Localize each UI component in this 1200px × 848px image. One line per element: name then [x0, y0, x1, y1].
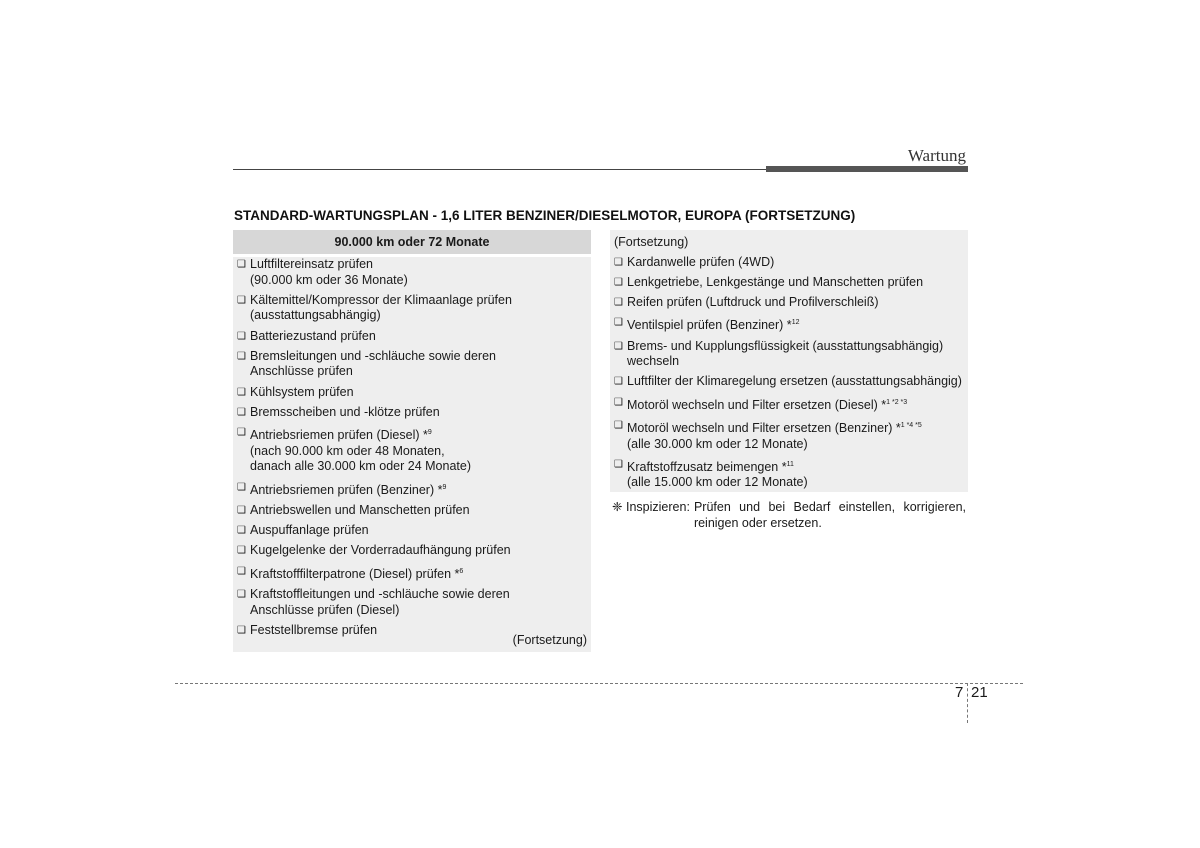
- footnote-ref: 12: [791, 319, 800, 327]
- item-label: Motoröl wechseln und Filter ersetzen (Diesel) *: [627, 397, 887, 412]
- item-text: [627, 457, 808, 491]
- checkbox-icon: ❑: [237, 330, 246, 342]
- item-text: [250, 480, 446, 499]
- checklist-item: [237, 503, 591, 519]
- item-text: [250, 425, 471, 475]
- item-text: [250, 329, 376, 345]
- item-label: Bremsleitungen und -schläuche sowie deren Anschlüsse prüfen: [250, 348, 496, 379]
- item-label: Antriebsriemen prüfen (Benziner) *: [250, 482, 443, 497]
- item-label: Brems- und Kupplungsflüssigkeit (ausstattungsabhängig) wechseln: [627, 338, 944, 369]
- checkbox-icon: ❑: [614, 376, 623, 388]
- item-label: Ventilspiel prüfen (Benziner) *: [627, 318, 792, 333]
- item-text: [250, 587, 510, 618]
- checklist-item: [614, 418, 968, 452]
- checklist-item: [237, 564, 591, 583]
- checklist-item: [614, 295, 968, 311]
- item-label: Kardanwelle prüfen (4WD): [627, 254, 775, 269]
- page-number: 21: [971, 684, 988, 701]
- checkbox-icon: ❑: [237, 406, 246, 418]
- note-label: Inspizieren:: [626, 500, 690, 514]
- item-label: Kraftstoffleitungen und -schläuche sowie deren Anschlüsse prüfen (Diesel): [250, 587, 510, 617]
- item-text: [627, 395, 907, 414]
- item-text: [627, 315, 799, 334]
- footnote-ref: 9: [427, 429, 432, 437]
- checklist-item: [237, 405, 591, 421]
- item-text: [250, 564, 463, 583]
- checklist-item: [614, 339, 968, 370]
- item-label: Kugelgelenke der Vorderradaufhängung prüfen: [250, 543, 511, 558]
- item-label: Kraftstoffzusatz beimengen *: [627, 459, 787, 474]
- checkbox-icon: ❑: [614, 297, 623, 309]
- item-label: Bremsscheiben und -klötze prüfen: [250, 404, 440, 419]
- item-label: Kältemittel/Kompressor der Klimaanlage prüfen (ausstattungsabhängig): [250, 292, 512, 323]
- footnote-ref: 9: [442, 483, 447, 491]
- checklist-item: [237, 329, 591, 345]
- checklist-item: [237, 349, 591, 380]
- inspection-note: [612, 500, 966, 531]
- item-text: [627, 295, 879, 311]
- item-detail: (alle 30.000 km oder 12 Monate): [627, 436, 808, 451]
- checklist-item: [237, 257, 591, 288]
- item-text: [250, 293, 512, 324]
- item-label: Antriebswellen und Manschetten prüfen: [250, 502, 470, 517]
- checklist-item: [614, 457, 968, 491]
- checkbox-icon: ❑: [614, 458, 623, 470]
- checkbox-icon: ❑: [237, 350, 246, 362]
- item-text: [627, 275, 923, 291]
- item-detail: (nach 90.000 km oder 48 Monaten, danach alle 30.000 km oder 24 Monate): [250, 443, 471, 474]
- checklist-item: [237, 425, 591, 475]
- item-text: [250, 623, 377, 639]
- checklist-item: [614, 374, 968, 390]
- footnote-ref: 1 *4 *5: [900, 422, 922, 430]
- item-label: Luftfilter der Klimaregelung ersetzen (ausstattungsabhängig): [627, 374, 962, 389]
- checkbox-icon: ❑: [237, 589, 246, 601]
- checklist-item: [237, 587, 591, 618]
- checklist-item: [614, 315, 968, 334]
- checklist-item: [237, 480, 591, 499]
- item-label: Motoröl wechseln und Filter ersetzen (Benziner) *: [627, 421, 901, 436]
- checkbox-icon: ❑: [237, 525, 246, 537]
- item-text: [250, 405, 440, 421]
- checkbox-icon: ❑: [614, 396, 623, 408]
- item-text: [627, 255, 774, 271]
- checkbox-icon: ❑: [614, 317, 623, 329]
- header-rule-accent: [766, 166, 968, 172]
- continuation-note: (Fortsetzung): [614, 235, 689, 249]
- asterisk-icon: ❈: [612, 500, 623, 514]
- maintenance-panel-left: [233, 230, 591, 652]
- item-detail: (alle 15.000 km oder 12 Monate): [627, 475, 808, 490]
- item-label: Antriebsriemen prüfen (Diesel) *: [250, 428, 428, 443]
- checklist-item: [237, 385, 591, 401]
- checkbox-icon: ❑: [237, 545, 246, 557]
- checklist-item: [237, 523, 591, 539]
- item-label: Luftfiltereinsatz prüfen (90.000 km oder 36 Monate): [250, 257, 408, 287]
- item-label: Kühlsystem prüfen: [250, 384, 354, 399]
- item-text: [627, 339, 943, 370]
- left-item-list: [233, 257, 591, 638]
- checklist-item: [614, 255, 968, 271]
- checkbox-icon: ❑: [237, 259, 246, 270]
- section-title: Wartung: [907, 146, 966, 165]
- checkbox-icon: ❑: [614, 340, 623, 352]
- item-text: [250, 523, 369, 539]
- checkbox-icon: ❑: [237, 386, 246, 398]
- maintenance-panel-right: [610, 230, 968, 492]
- item-text: [250, 349, 496, 380]
- checkbox-icon: ❑: [614, 276, 623, 288]
- checklist-item: [614, 395, 968, 414]
- checkbox-icon: ❑: [237, 504, 246, 516]
- item-label: Feststellbremse prüfen: [250, 622, 378, 637]
- note-text: Prüfen und bei Bedarf einstellen, korrigieren, reinigen oder ersetzen.: [693, 500, 966, 530]
- item-text: [250, 257, 408, 288]
- footer-divider: [175, 683, 1023, 684]
- item-text: [250, 543, 511, 559]
- checkbox-icon: ❑: [237, 565, 246, 577]
- footnote-ref: 11: [786, 460, 794, 468]
- chapter-number: 7: [955, 684, 964, 701]
- item-text: [627, 418, 922, 452]
- footnote-ref: 6: [459, 567, 464, 575]
- item-label: Kraftstofffilterpatrone (Diesel) prüfen *: [250, 566, 460, 581]
- checkbox-icon: ❑: [237, 624, 246, 636]
- checkbox-icon: ❑: [614, 256, 623, 268]
- checkbox-icon: ❑: [237, 427, 246, 439]
- item-text: [627, 374, 962, 390]
- continuation-note: (Fortsetzung): [512, 633, 587, 647]
- checklist-item: [614, 275, 968, 291]
- panel-title: 90.000 km oder 72 Monate: [233, 230, 591, 254]
- item-text: [250, 503, 470, 519]
- item-label: Lenkgetriebe, Lenkgestänge und Manschetten prüfen: [627, 274, 924, 289]
- page-heading: STANDARD-WARTUNGSPLAN - 1,6 LITER BENZINER/DIESELMOTOR, EUROPA (FORTSETZUNG): [234, 208, 856, 223]
- checkbox-icon: ❑: [614, 420, 623, 432]
- item-label: Batteriezustand prüfen: [250, 328, 376, 343]
- checkbox-icon: ❑: [237, 481, 246, 493]
- footnote-ref: 1 *2 *3: [886, 398, 908, 406]
- item-label: Auspuffanlage prüfen: [250, 523, 369, 538]
- item-label: Reifen prüfen (Luftdruck und Profilverschleiß): [627, 295, 879, 310]
- item-text: [250, 385, 354, 401]
- checkbox-icon: ❑: [237, 294, 246, 306]
- right-item-list: [610, 255, 968, 491]
- footer-divider-vertical: [967, 683, 968, 723]
- checklist-item: [237, 293, 591, 324]
- checklist-item: [237, 543, 591, 559]
